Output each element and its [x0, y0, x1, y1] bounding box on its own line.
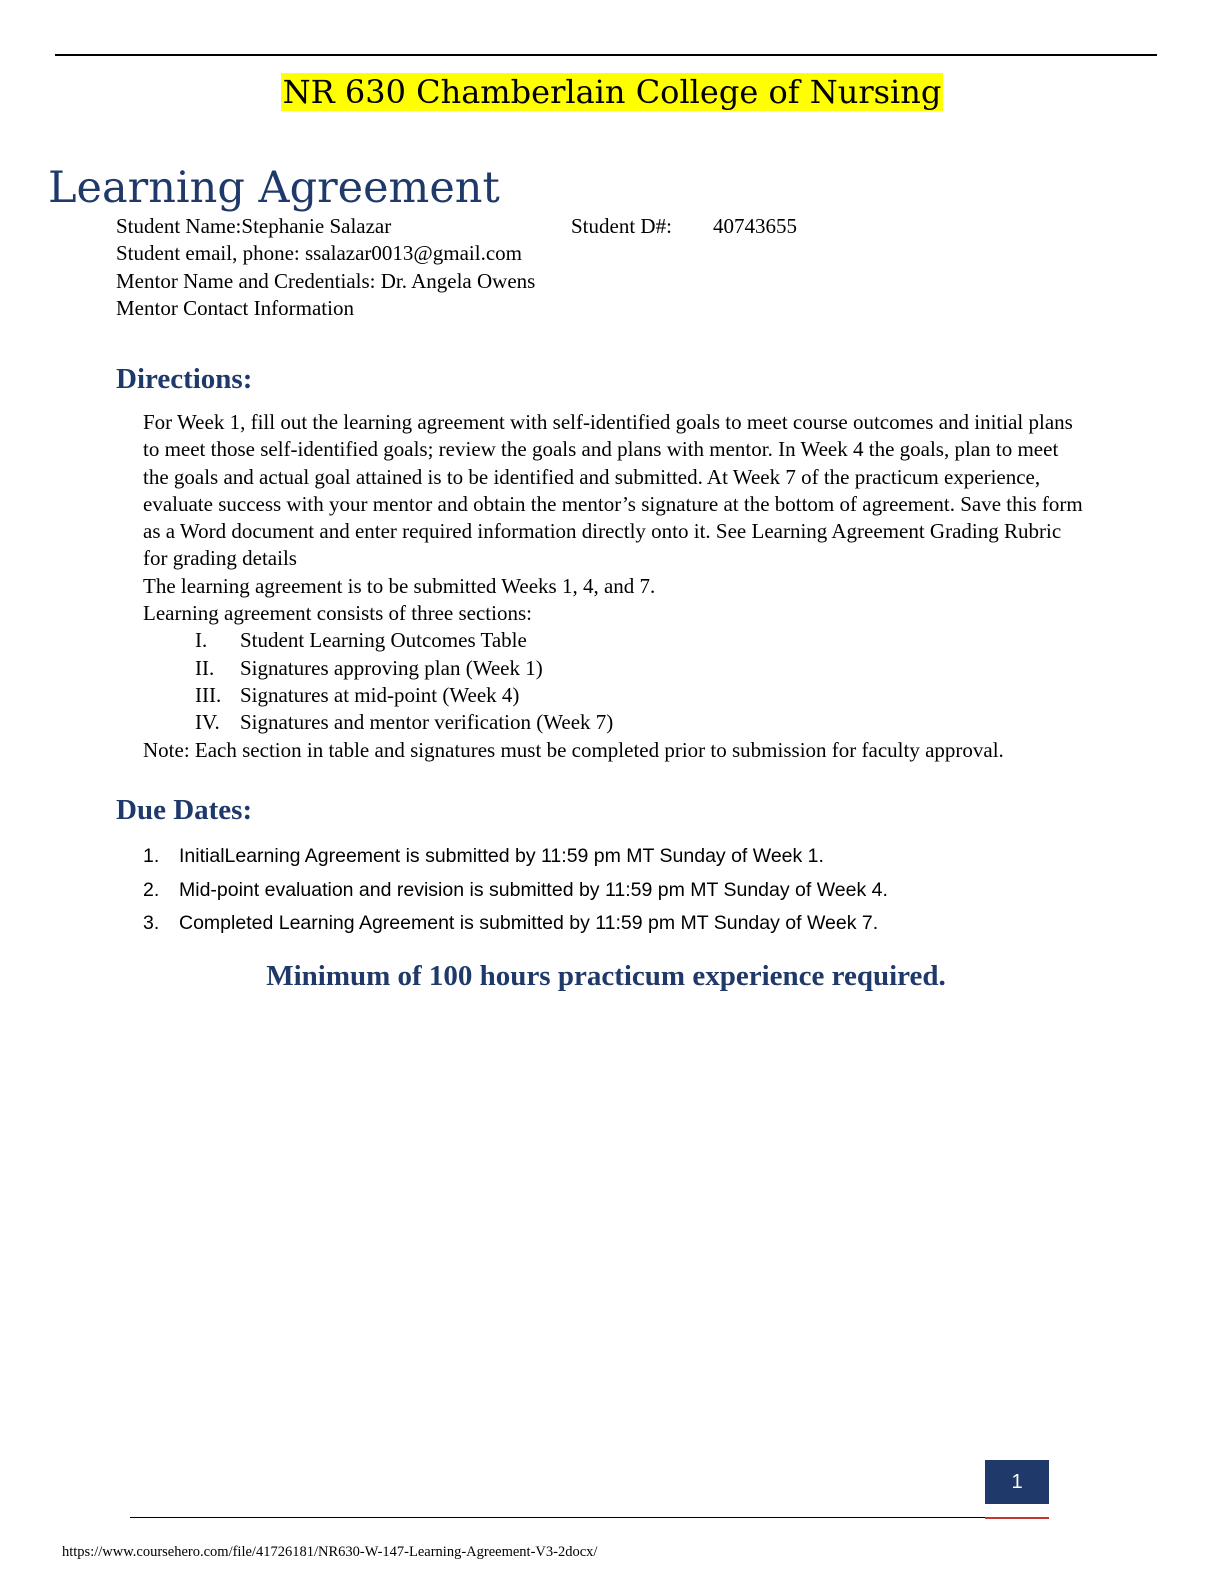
footer-accent-line [985, 1517, 1049, 1519]
page-number: 1 [985, 1460, 1049, 1504]
student-info-block [116, 213, 797, 322]
directions-body [143, 409, 1083, 764]
list-item [143, 709, 1083, 736]
list-item-number: II. [195, 655, 215, 680]
course-banner [0, 70, 1224, 114]
list-item-text: Student Learning Outcomes Table [240, 628, 527, 653]
directions-heading: Directions: [116, 363, 253, 395]
course-banner-text: NR 630 Chamberlain College of Nursing [282, 73, 942, 111]
source-url[interactable]: https://www.coursehero.com/file/41726181/NR630-W-147-Learning-Agreement-V3-2docx/ [62, 1544, 598, 1560]
list-item [143, 682, 1083, 709]
list-item-text: Signatures and mentor verification (Week 7) [240, 710, 614, 735]
footer-divider [130, 1517, 990, 1518]
mentor-name: Mentor Name and Credentials: Dr. Angela Owens [116, 268, 536, 293]
list-item-number: III. [195, 682, 222, 707]
sections-intro: Learning agreement consists of three sections: [143, 601, 532, 626]
due-date-number: 3. [143, 912, 160, 934]
student-email: Student email, phone: ssalazar0013@gmail.com [116, 241, 522, 266]
due-date-item [143, 874, 888, 908]
submission-weeks: The learning agreement is to be submitted Weeks 1, 4, and 7. [143, 573, 656, 598]
list-item-number: IV. [195, 710, 220, 735]
due-dates-list [143, 840, 888, 941]
due-date-text: InitialLearning Agreement is submitted by 11:59 pm MT Sunday of Week 1. [179, 845, 824, 867]
due-date-text: Completed Learning Agreement is submitted by 11:59 pm MT Sunday of Week 7. [179, 912, 879, 934]
top-divider [55, 54, 1157, 56]
sections-list [143, 627, 1083, 736]
completion-note: Note: Each section in table and signatures must be completed prior to submission for faculty approval. [143, 737, 1004, 762]
list-item-number: I. [195, 628, 208, 653]
minimum-hours-notice: Minimum of 100 hours practicum experience required. [266, 960, 946, 992]
due-date-text: Mid-point evaluation and revision is submitted by 11:59 pm MT Sunday of Week 4. [179, 878, 888, 901]
due-date-item [143, 907, 888, 941]
list-item [143, 655, 1083, 682]
due-date-number: 1. [143, 845, 160, 867]
document-title: Learning Agreement [48, 163, 500, 213]
student-id-value: 40743655 [713, 214, 797, 238]
list-item-text: Signatures at mid-point (Week 4) [240, 682, 520, 707]
due-dates-heading: Due Dates: [116, 794, 253, 826]
list-item [143, 627, 1083, 654]
directions-paragraph: For Week 1, fill out the learning agreement with self-identified goals to meet course outcomes and initial plans to meet those self-identified goals; review the goals and plans with mentor. In Week 4 the goals, plan to meet the goals and actual goal attained is to be identified and submitted. At Week 7 of the practicum experience, evaluate success with your mentor and obtain the mentor’s signature at the bottom of agreement. Save this form as a Word document and enter required information directly onto it. See Learning Agreement Grading Rubric for grading details [143, 410, 1083, 571]
student-name: Student Name:Stephanie Salazar [116, 214, 392, 238]
due-date-number: 2. [143, 878, 160, 901]
list-item-text: Signatures approving plan (Week 1) [240, 655, 543, 680]
student-name-row [116, 213, 797, 240]
mentor-contact: Mentor Contact Information [116, 295, 354, 320]
student-id-label: Student D#: [571, 214, 672, 238]
due-date-item [143, 840, 888, 874]
